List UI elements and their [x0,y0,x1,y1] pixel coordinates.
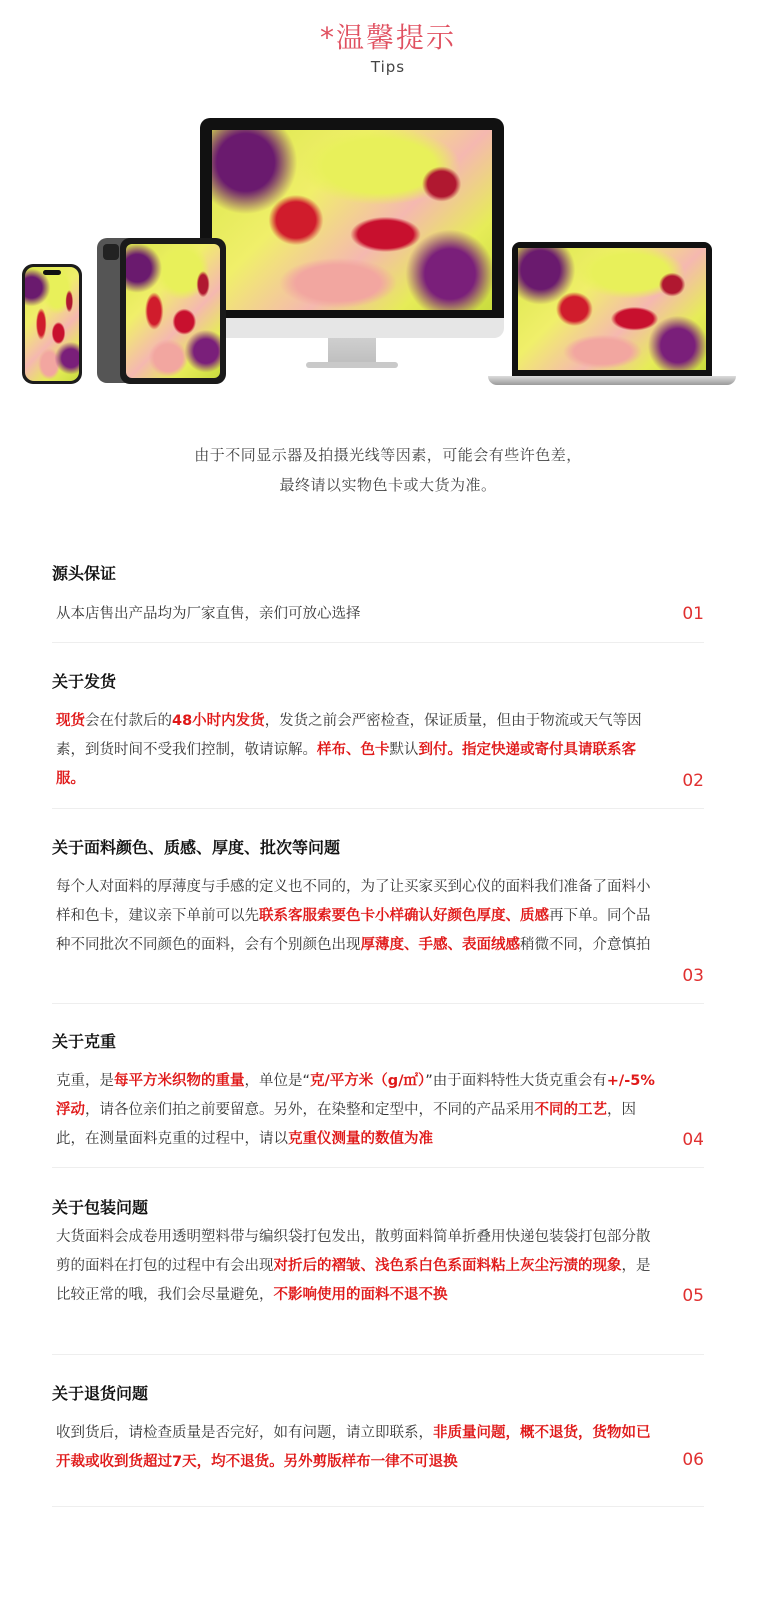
section-text [56,1067,656,1154]
laptop-base [488,376,736,385]
text-run-highlight: 样布、色卡 [317,742,390,758]
section-title: 关于包装问题 [52,1198,149,1217]
text-run-highlight: 现货 [56,713,85,729]
text-run: 默认 [389,742,419,758]
text-run: 从本店售出产品均为厂家直售，亲们可放心选择 [56,606,361,622]
text-run: 每个人对面料的厚薄度与手感的定义也不同的，为了让买家买到心仪的面料我们准备了面料小样和色卡，建议亲下单前可以先 [56,879,651,924]
text-run: ，因此，在测量面料克重的过程中，请以 [56,1102,636,1147]
text-run-highlight: 48小时内发货 [172,713,265,729]
divider [52,642,704,643]
text-run-highlight: 不影响使用的面料不退不换 [273,1287,448,1303]
section-number: 03 [682,966,704,986]
monitor-chin [200,318,504,338]
laptop [512,242,712,376]
section-text [56,1419,656,1477]
divider [52,1506,704,1507]
tablet-screen [126,244,220,378]
section-source-guarantee [52,562,704,643]
text-run-highlight: 克重仪测量的数值为准 [288,1131,433,1147]
text-run: ，是比较正常的哦，我们会尽量避免， [56,1258,651,1303]
device-display-image [0,118,776,408]
notice-line-2: 最终请以实物色卡或大货为准。 [279,476,497,494]
section-number: 01 [682,604,704,624]
text-run-highlight: 克/平方米（g/㎡） [310,1073,426,1089]
section-number: 05 [682,1286,704,1306]
section-weight [52,1030,704,1170]
desktop-monitor [200,118,504,330]
text-run-highlight: 指定快递或寄付具请联系客服。 [56,742,636,787]
page-title: *温馨提示 [319,21,456,54]
text-run-highlight: 非质量问题，概不退货，货物如已开裁或收到货超过7天，均不退货。另外剪版样布一律不可退换 [56,1425,651,1470]
text-run-highlight: 联系客服索要色卡小样确认好颜色厚度、质感 [259,908,549,924]
text-run: ，发货之前会严密检查，保证质量，但由于物流或天气等因素，到货时间不受我们控制，敬请谅解。 [56,713,642,758]
monitor-screen [212,130,492,310]
section-fabric-quality [52,836,704,1006]
section-number: 06 [682,1450,704,1470]
section-text [56,873,656,960]
text-run-highlight: 。 [447,742,462,758]
text-run-highlight: 到付 [418,742,448,758]
phone [22,264,82,384]
section-shipping [52,670,704,810]
phone-screen [25,267,79,381]
text-run: ”由于面料特性大货克重会有 [425,1073,607,1089]
laptop-screen [518,248,706,370]
text-run: 稍微不同，介意慎拍 [520,937,651,953]
page-subtitle: Tips [370,58,406,76]
text-run: 会在付款后的 [85,713,172,729]
color-notice [0,440,776,500]
section-text [56,1223,656,1310]
section-number: 02 [682,771,704,791]
text-run-highlight: 厚薄度、手感、表面绒感 [360,937,520,953]
text-run-highlight: 不同的工艺 [534,1102,607,1118]
section-title: 关于面料颜色、质感、厚度、批次等问题 [52,838,341,857]
divider [52,1354,704,1355]
divider [52,1167,704,1168]
monitor-stand-base [306,362,398,368]
section-title: 关于发货 [52,672,117,691]
section-text [56,707,656,794]
section-title: 源头保证 [52,564,117,583]
section-title: 关于克重 [52,1032,117,1051]
section-text [56,600,656,629]
text-run: ，请各位亲们拍之前要留意。另外，在染整和定型中，不同的产品采用 [85,1102,535,1118]
text-run-highlight: 每平方米织物的重量 [114,1073,245,1089]
text-run: 克重，是 [56,1073,114,1089]
section-number: 04 [682,1130,704,1150]
text-run: ，单位是“ [244,1073,311,1089]
section-returns [52,1382,704,1508]
text-run: 大货面料会成卷用透明塑料带与编织袋打包发出，散剪面料简单折叠用快递包装袋打包部分散剪的面料在打包的过程中有会出现 [56,1229,651,1274]
text-run-highlight: 对折后的褶皱、浅色系白色系面料粘上灰尘污渍的现象 [273,1258,622,1274]
phone-notch [43,270,61,275]
header [0,20,776,76]
text-run: 再下单。同个品种不同批次不同颜色的面料，会有个别颜色出现 [56,908,651,953]
text-run-highlight: +/-5%浮动 [56,1073,655,1118]
divider [52,808,704,809]
tablet-camera [103,244,119,260]
section-packaging [52,1196,704,1356]
notice-line-1: 由于不同显示器及拍摄光线等因素，可能会有些许色差， [194,446,582,464]
tablet [120,238,226,384]
divider [52,1003,704,1004]
text-run: 收到货后，请检查质量是否完好，如有问题，请立即联系， [56,1425,433,1441]
section-title: 关于退货问题 [52,1384,149,1403]
